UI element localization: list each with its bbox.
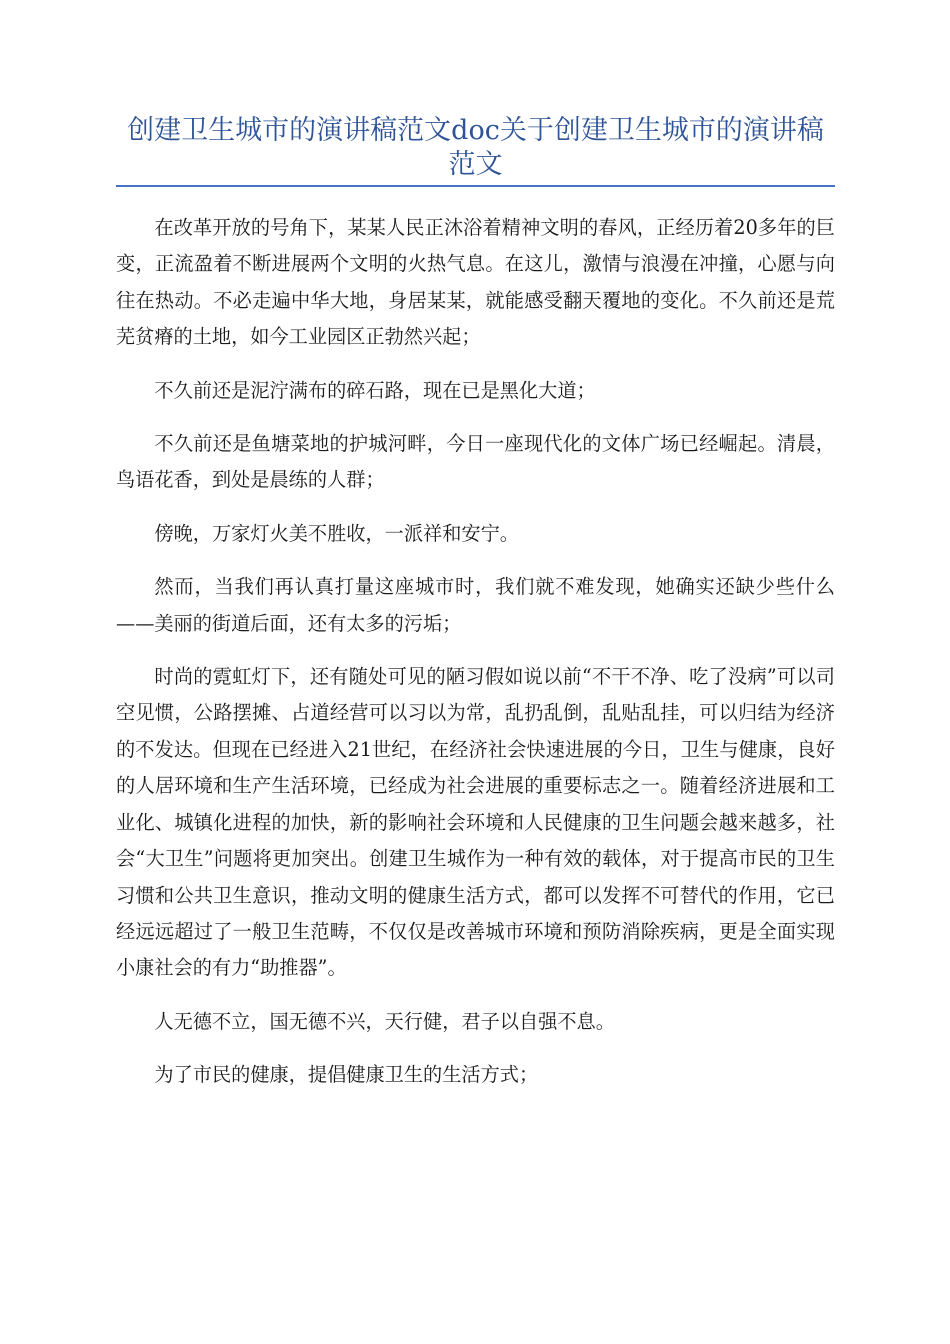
paragraph: 然而，当我们再认真打量这座城市时，我们就不难发现，她确实还缺少些什么——美丽的街道后面，还有太多的污垢； bbox=[116, 575, 835, 635]
paragraph: 傍晚，万家灯火美不胜收，一派祥和安宁。 bbox=[154, 521, 519, 545]
title-block bbox=[116, 114, 835, 182]
paragraph: 为了市民的健康，提倡健康卫生的生活方式； bbox=[154, 1063, 539, 1087]
document-title: 创建卫生城市的演讲稿范文doc关于创建卫生城市的演讲稿范文 bbox=[127, 115, 824, 180]
paragraph: 在改革开放的号角下，某某人民正沐浴着精神文明的春风，正经历着20多年的巨变，正流盈着不断进展两个文明的火热气息。在这儿，激情与浪漫在冲撞，心愿与向往在热动。不必走遍中华大地，身居某某，就能感受翻天覆地的变化。不久前还是荒芜贫瘠的土地，如今工业园区正勃然兴起； bbox=[116, 216, 835, 349]
title-underline bbox=[116, 185, 835, 187]
paragraph: 不久前还是鱼塘菜地的护城河畔，今日一座现代化的文体广场已经崛起。清晨，鸟语花香，到处是晨练的人群； bbox=[116, 432, 835, 492]
paragraph: 不久前还是泥泞满布的碎石路，现在已是黑化大道； bbox=[154, 378, 596, 402]
document-body bbox=[116, 210, 835, 1111]
paragraph: 时尚的霓虹灯下，还有随处可见的陋习假如说以前“不干不净、吃了没病”可以司空见惯，公路摆摊、占道经营可以习以为常，乱扔乱倒，乱贴乱挂，可以归结为经济的不发达。但现在已经进入21世纪，在经济社会快速进展的今日，卫生与健康，良好的人居环境和生产生活环境，已经成为社会进展的重要标志之一。随着经济进展和工业化、城镇化进程的加快，新的影响社会环境和人民健康的卫生问题会越来越多，社会“大卫生”问题将更加突出。创建卫生城作为一种有效的载体，对于提高市民的卫生习惯和公共卫生意识，推动文明的健康生活方式，都可以发挥不可替代的作用，它已经远远超过了一般卫生范畴，不仅仅是改善城市环境和预防消除疾病，更是全面实现小康社会的有力“助推器”。 bbox=[116, 665, 835, 980]
paragraph: 人无德不立，国无德不兴，天行健，君子以自强不息。 bbox=[154, 1009, 615, 1033]
